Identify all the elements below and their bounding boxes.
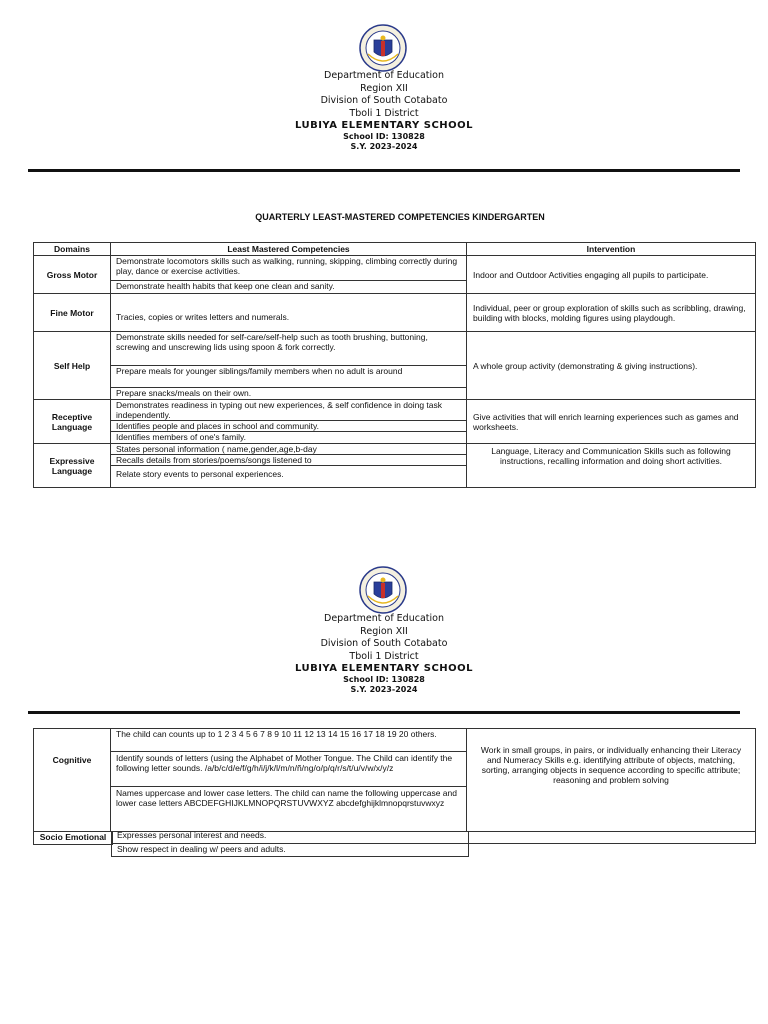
intervention-cell xyxy=(467,831,756,844)
school-id: School ID: 130828 xyxy=(343,675,425,684)
table-row xyxy=(34,729,756,832)
competencies-table xyxy=(33,242,756,488)
domain-cell: Socio Emotional xyxy=(33,831,113,845)
region-name: Region XII xyxy=(360,82,408,94)
competencies-cell xyxy=(111,332,467,400)
competency-item: Tracies, copies or writes letters and numerals. xyxy=(116,311,290,322)
domain-cell: Gross Motor xyxy=(34,256,111,294)
competency-item: Show respect in dealing w/ peers and adults. xyxy=(111,844,469,857)
header-divider xyxy=(28,711,740,714)
table-row xyxy=(34,332,756,400)
region-name: Region XII xyxy=(360,625,408,637)
competency-item: Identifies members of one's family. xyxy=(116,432,246,442)
division-name: Division of South Cotabato xyxy=(320,638,448,649)
domain-cell: Expressive Language xyxy=(34,444,111,488)
table-row xyxy=(34,444,756,488)
competency-item: Prepare snacks/meals on their own. xyxy=(116,388,252,398)
intervention-cell: Language, Literacy and Communication Skills such as following instructions, recalling information and doing short activities. xyxy=(467,444,756,488)
school-header xyxy=(0,70,768,152)
column-header: Least Mastered Competencies xyxy=(111,243,467,256)
competencies-cell xyxy=(111,294,467,332)
school-year: S.Y. 2023-2024 xyxy=(350,685,418,694)
domain-cell: Self Help xyxy=(34,332,111,400)
school-id: School ID: 130828 xyxy=(343,132,425,141)
table-row xyxy=(34,294,756,332)
intervention-cell: Give activities that will enrich learning experiences such as games and worksheets. xyxy=(467,400,756,444)
competencies-cell xyxy=(111,400,467,444)
competencies-table-continued xyxy=(33,728,756,832)
school-name: LUBIYA ELEMENTARY SCHOOL xyxy=(294,120,474,131)
domain-cell: Receptive Language xyxy=(34,400,111,444)
header-divider xyxy=(28,169,740,172)
district-name: Tboli 1 District xyxy=(349,650,419,662)
competency-item: Prepare meals for younger siblings/family members when no adult is around xyxy=(111,366,466,388)
district-name: Tboli 1 District xyxy=(349,107,419,119)
competency-item: Relate story events to personal experiences. xyxy=(116,469,284,479)
document-title: QUARTERLY LEAST-MASTERED COMPETENCIES KINDERGARTEN xyxy=(255,212,545,222)
intervention-cell: Indoor and Outdoor Activities engaging all pupils to participate. xyxy=(467,256,756,294)
competencies-cell xyxy=(111,729,467,832)
competencies-cell xyxy=(111,444,467,488)
competency-item: Names uppercase and lower case letters. The child can name the following uppercase and lower case letters ABCDEFGHIJKLMNOPQRSTUVWXYZ abcdefghijklmnopqrstuvwxyz xyxy=(116,788,457,808)
intervention-cell: A whole group activity (demonstrating & giving instructions). xyxy=(467,332,756,400)
domain-cell: Fine Motor xyxy=(34,294,111,332)
table-header-row xyxy=(34,243,756,256)
table-row xyxy=(34,400,756,444)
column-header: Intervention xyxy=(467,243,756,256)
competencies-cell xyxy=(111,256,467,294)
department-name: Department of Education xyxy=(324,613,444,624)
school-name: LUBIYA ELEMENTARY SCHOOL xyxy=(294,663,474,674)
school-year: S.Y. 2023-2024 xyxy=(350,142,418,151)
domain-cell: Cognitive xyxy=(34,729,111,832)
competency-item: Demonstrate skills needed for self-care/self-help such as tooth brushing, buttoning, screwing and unscrewing lids using spoon & fork correctly. xyxy=(111,332,466,366)
competency-item: Expresses personal interest and needs. xyxy=(111,831,469,844)
deped-seal-logo xyxy=(359,566,407,614)
table-row xyxy=(34,256,756,294)
competency-item: Demonstrate locomotors skills such as walking, running, skipping, climbing correctly during play, dance or exercise activities. xyxy=(111,256,466,281)
intervention-cell: Individual, peer or group exploration of skills such as scribbling, drawing, building with blocks, molding figures using playdough. xyxy=(467,294,756,332)
competency-item: Demonstrate health habits that keep one clean and sanity. xyxy=(116,281,335,291)
division-name: Division of South Cotabato xyxy=(320,95,448,106)
competency-item: Identifies people and places in school and community. xyxy=(111,421,466,432)
competency-item: Recalls details from stories/poems/songs listened to xyxy=(111,455,466,466)
column-header: Domains xyxy=(34,243,111,256)
competency-item: Identify sounds of letters (using the Alphabet of Mother Tongue. The Child can identify the following letter sounds. /a/b/c/d/e/f/g/h/i/j/k/l/m/n/ñ/ng/o/p/q/r/s/t/u/v/w/x/y/z xyxy=(111,752,466,787)
intervention-cell: Work in small groups, in pairs, or individually enhancing their Literacy and Numeracy Skills e.g. identifying attribute of objects, matching, sorting, arranging objects in sequence according to specific attribute; reasoning and problem solving xyxy=(467,729,756,832)
school-header xyxy=(0,613,768,695)
competency-item: Demonstrates readiness in typing out new experiences, & self confidence in doing task independently. xyxy=(111,400,466,421)
department-name: Department of Education xyxy=(324,70,444,81)
competency-item: States personal information ( name,gender,age,b-day xyxy=(111,444,466,455)
competency-item: The child can counts up to 1 2 3 4 5 6 7 8 9 10 11 12 13 14 15 16 17 18 19 20 others. xyxy=(111,729,466,752)
deped-seal-logo xyxy=(359,24,407,72)
